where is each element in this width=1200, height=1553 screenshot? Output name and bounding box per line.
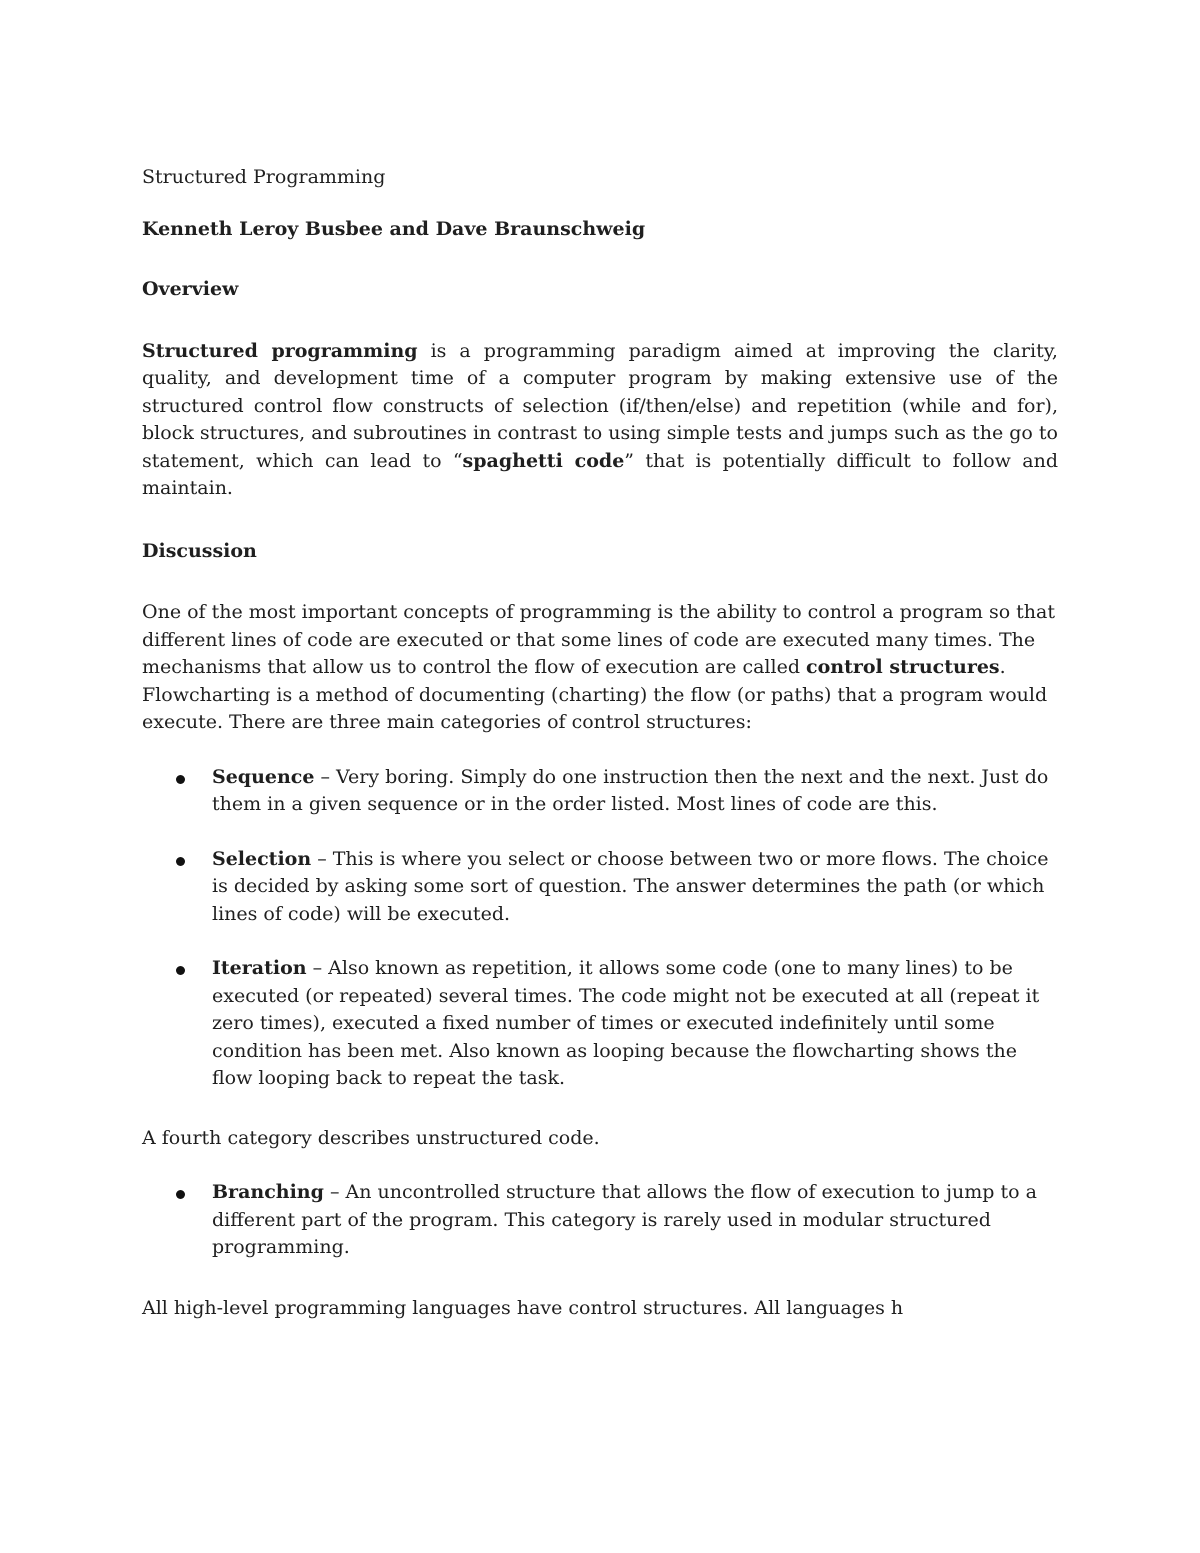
- list-item: [142, 764, 1058, 819]
- discussion-heading: Discussion: [142, 539, 257, 562]
- list-item: [142, 1179, 1058, 1262]
- discussion-text-2: . Flowcharting is a method of documenting (charting) the flow (or paths) that a program would execute. There are three main categories of control structures:: [142, 656, 1048, 733]
- overview-paragraph: [142, 338, 1058, 503]
- overview-heading: Overview: [142, 278, 239, 300]
- list-item-text: – An uncontrolled structure that allows the flow of execution to jump to a different part of the program. This category is rarely used in modular structured programming.: [212, 1181, 1037, 1258]
- list-item-text: – Very boring. Simply do one instruction then the next and the next. Just do them in a given sequence or in the order listed. Most lines of code are this.: [212, 765, 1049, 815]
- discussion-bold-phrase: control structures: [806, 656, 1000, 678]
- control-structures-list: [142, 764, 1058, 1093]
- document-title: Structured Programming: [142, 166, 386, 188]
- list-item-term: Branching: [212, 1181, 324, 1203]
- list-item-term: Iteration: [212, 957, 307, 979]
- discussion-text-1: One of the most important concepts of programming is the ability to control a program so that different lines of code are executed or that some lines of code are executed many times. The mechanisms that allow us to control the flow of execution are called: [142, 601, 1056, 678]
- overview-text-1: is a programming paradigm aimed at improving the clarity, quality, and development time of a computer program by making extensive use of the structured control flow constructs of selection (if/then/else) and repetition (while and for), block structures, and subroutines in contrast to using simple tests and jumps such as the go to statement, which can lead to “: [142, 339, 1058, 472]
- unstructured-list: [142, 1179, 1058, 1262]
- discussion-paragraph: [142, 599, 1058, 737]
- bullet-icon: [176, 857, 185, 866]
- closing-paragraph: All high-level programming languages have control structures. All languages h: [142, 1296, 904, 1319]
- overview-bold-phrase: spaghetti code: [462, 449, 625, 472]
- list-item: [142, 846, 1058, 929]
- fourth-category-intro: A fourth category describes unstructured code.: [142, 1126, 600, 1149]
- document-authors: Kenneth Leroy Busbee and Dave Braunschweig: [142, 217, 646, 240]
- bullet-icon: [176, 966, 185, 975]
- list-item-text: – Also known as repetition, it allows some code (one to many lines) to be executed (or repeated) several times. The code might not be executed at all (repeat it zero times), executed a fixed number of times or executed indefinitely until some condition has been met. Also known as looping because the flowcharting shows the flow looping back to repeat the task.: [212, 957, 1040, 1089]
- bullet-icon: [176, 1190, 185, 1199]
- overview-term: Structured programming: [142, 339, 418, 362]
- list-item-term: Sequence: [212, 765, 315, 788]
- bullet-icon: [176, 775, 185, 784]
- list-item-text: – This is where you select or choose between two or more flows. The choice is decided by asking some sort of question. The answer determines the path (or which lines of code) will be executed.: [212, 847, 1049, 925]
- document-page: [142, 164, 1058, 1322]
- list-item-term: Selection: [212, 847, 312, 870]
- list-item: [142, 955, 1058, 1093]
- overview-text-2: ” that is potentially difficult to follow and maintain.: [142, 449, 1058, 499]
